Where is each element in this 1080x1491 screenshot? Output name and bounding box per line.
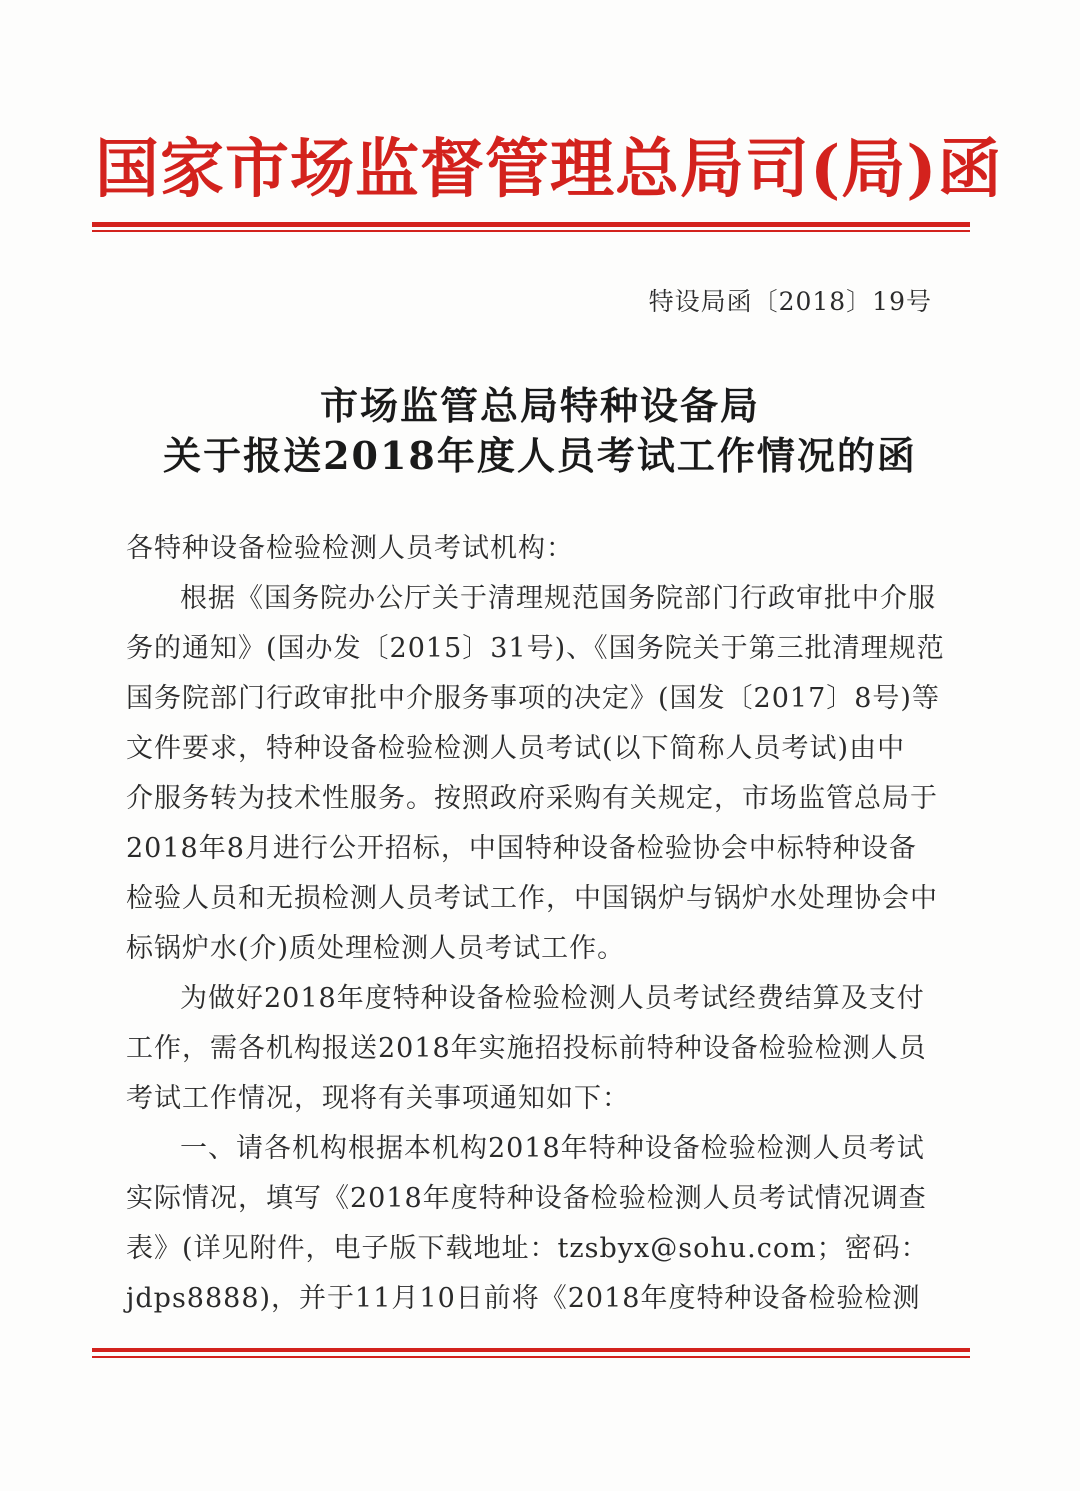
body-line: 2018年8月进行公开招标，中国特种设备检验协会中标特种设备 (126, 833, 917, 864)
document-number: 特设局函〔2018〕19号 (648, 287, 932, 316)
letterhead-rule-thick (92, 222, 970, 227)
body-line: 一、请各机构根据本机构2018年特种设备检验检测人员考试 (180, 1133, 925, 1164)
body-line: 务的通知》(国办发〔2015〕31号)、《国务院关于第三批清理规范 (126, 633, 945, 664)
body-line: 文件要求，特种设备检验检测人员考试(以下简称人员考试)由中 (126, 733, 906, 764)
body-line: 介服务转为技术性服务。按照政府采购有关规定，市场监管总局于 (126, 783, 938, 814)
salutation: 各特种设备检验检测人员考试机构： (126, 533, 574, 564)
document-title-line-2: 关于报送2018年度人员考试工作情况的函 (163, 433, 917, 478)
footer-rule-thick (92, 1348, 970, 1352)
letterhead-title: 国家市场监督管理总局司(局)函 (95, 132, 1003, 207)
body-line: 为做好2018年度特种设备检验检测人员考试经费结算及支付 (180, 983, 925, 1014)
body-line: 检验人员和无损检测人员考试工作，中国锅炉与锅炉水处理协会中 (126, 883, 938, 914)
body-line: 工作，需各机构报送2018年实施招投标前特种设备检验检测人员 (126, 1033, 927, 1064)
body-line: 国务院部门行政审批中介服务事项的决定》(国发〔2017〕8号)等 (126, 683, 940, 714)
body-line: 实际情况，填写《2018年度特种设备检验检测人员考试情况调查 (126, 1183, 927, 1214)
body-line: 根据《国务院办公厅关于清理规范国务院部门行政审批中介服 (180, 583, 936, 614)
document-title-line-1: 市场监管总局特种设备局 (319, 383, 760, 428)
body-line: 表》(详见附件，电子版下载地址：tzsbyx@sohu.com；密码： (126, 1233, 929, 1264)
letterhead-rule-thin (92, 230, 970, 232)
body-line: 考试工作情况，现将有关事项通知如下： (126, 1083, 630, 1114)
body-line: 标锅炉水(介)质处理检测人员考试工作。 (126, 933, 626, 964)
body-line: jdps8888)，并于11月10日前将《2018年度特种设备检验检测 (126, 1283, 921, 1314)
footer-rule-thin (92, 1356, 970, 1358)
